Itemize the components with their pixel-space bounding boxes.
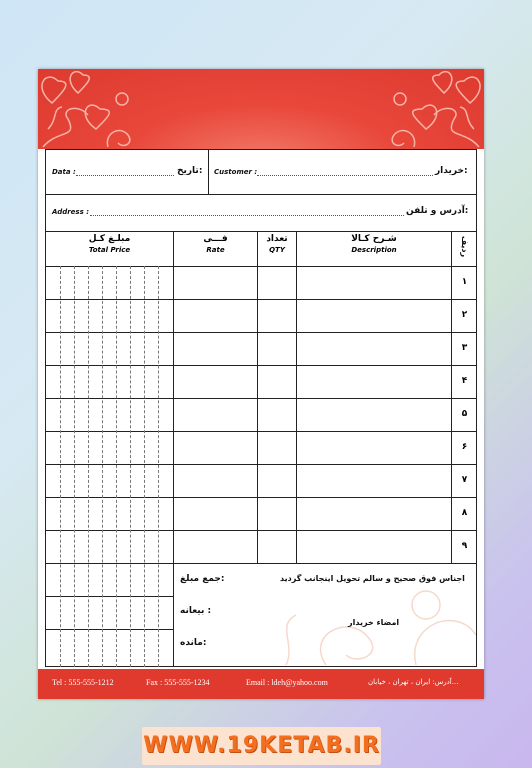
left-ornament-icon [38, 69, 148, 149]
customer-label-en: Customer : [214, 168, 258, 176]
row-number: ۱ [461, 277, 468, 287]
column-header-total-price: مبلـغ کـل Total Price [88, 234, 131, 254]
footer-tel: Tel : 555-555-1212 [52, 678, 114, 687]
row-number: ۶ [461, 442, 468, 452]
right-ornament-icon [374, 69, 484, 149]
column-header-row-number: ردیف [460, 235, 470, 258]
remaining-label: مانده: [180, 638, 207, 648]
footer-email: Email : ldeh@yahoo.com [246, 678, 328, 687]
row-number: ۷ [461, 475, 468, 485]
row-number: ۸ [461, 508, 468, 518]
row-number: ۵ [461, 409, 468, 419]
row-number: ۴ [461, 376, 468, 386]
footer-bar [38, 669, 484, 699]
footer-address: آدرس: ایران ، تهران ، خیابان... [368, 678, 459, 686]
address-label-fa: آدرس و تلفن: [406, 206, 469, 216]
address-label-en: Address : [52, 208, 89, 216]
confirmation-text: اجناس فوق صحیح و سالم تحویل اینجانب گردید [280, 574, 465, 583]
footer-fax: Fax : 555-555-1234 [146, 678, 210, 687]
date-field[interactable] [76, 175, 174, 176]
invoice-form [45, 149, 477, 667]
date-label-fa: تاریخ: [177, 166, 203, 176]
column-header-rate: فـــی Rate [203, 234, 228, 254]
total-amount-label: جمع مبلغ: [180, 574, 225, 584]
row-number: ۳ [461, 343, 468, 353]
customer-label-fa: خریدار: [435, 166, 468, 176]
header-banner [38, 69, 484, 149]
invoice-sheet [38, 69, 484, 699]
row-number: ۲ [461, 310, 468, 320]
buyer-signature-label: امضاء خریدار [348, 618, 400, 627]
watermark-logo: WWW.19KETAB.IR [142, 727, 381, 765]
deposit-label: بیعانه : [180, 606, 212, 616]
address-field[interactable] [90, 215, 404, 216]
customer-field[interactable] [257, 175, 433, 176]
column-header-description: شـرح کـالا Description [351, 234, 397, 254]
row-number: ۹ [461, 541, 468, 551]
date-label-en: Data : [52, 168, 76, 176]
column-header-qty: تعداد QTY [266, 234, 288, 254]
